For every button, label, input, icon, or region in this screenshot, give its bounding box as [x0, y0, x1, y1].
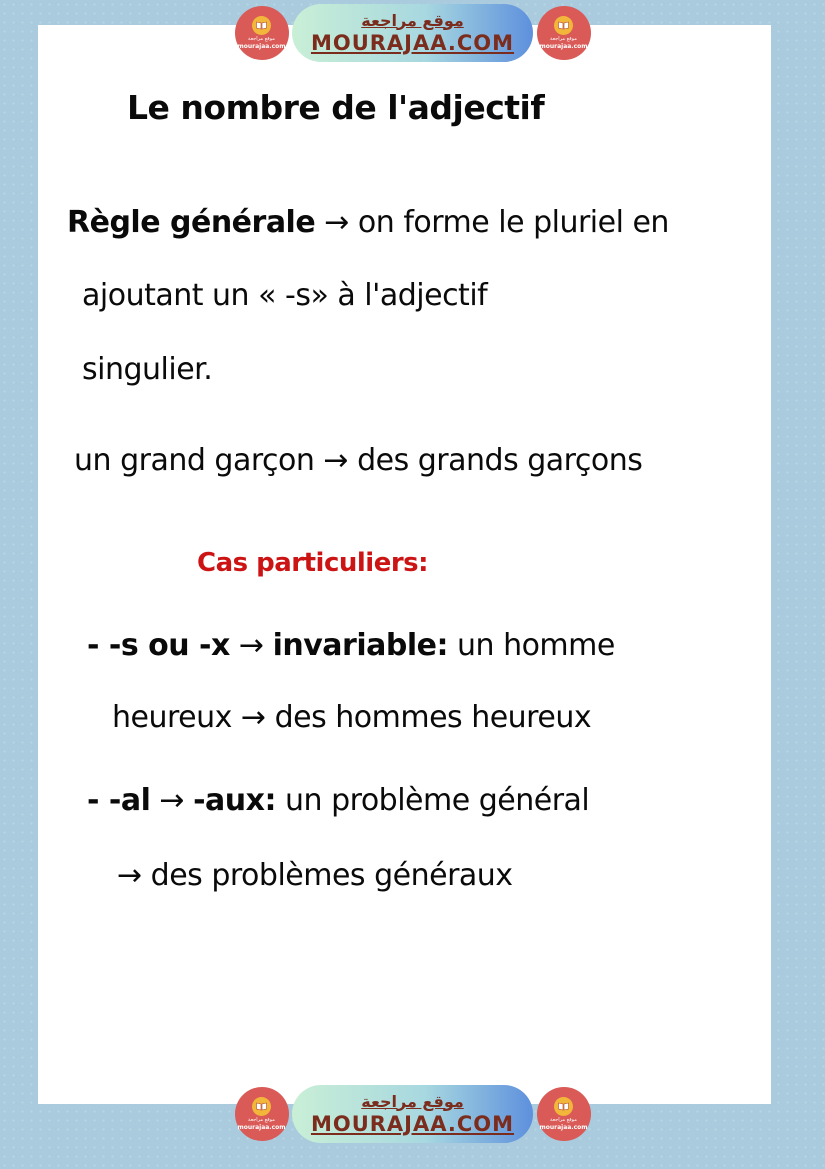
site-badge-right-top	[537, 6, 591, 60]
general-rule-label: Règle générale	[67, 205, 316, 240]
footer-banner	[235, 1085, 591, 1143]
site-badge-left-top	[235, 6, 289, 60]
badge-arabic-label: موقع مراجعة	[248, 36, 275, 42]
site-badge-right-bottom	[537, 1087, 591, 1141]
case1-line2: heureux → des hommes heureux	[112, 700, 592, 735]
case1-ending: - -s ou -x	[87, 628, 230, 663]
book-icon	[252, 1097, 271, 1116]
banner-arabic-text[interactable]: موقع مراجعة	[361, 1091, 464, 1111]
badge-site-label: mourajaa.com	[237, 43, 286, 50]
case1-example-start: un homme	[447, 628, 615, 663]
badge-site-label: mourajaa.com	[539, 1124, 588, 1131]
book-icon	[554, 16, 573, 35]
badge-site-label: mourajaa.com	[237, 1124, 286, 1131]
site-link-pill-bottom[interactable]	[292, 1085, 533, 1143]
book-icon	[554, 1097, 573, 1116]
general-rule-line1	[67, 205, 669, 240]
general-rule-text: → on forme le pluriel en	[315, 205, 669, 240]
banner-site-link[interactable]: MOURAJAA.COM	[310, 30, 515, 55]
badge-arabic-label: موقع مراجعة	[248, 1117, 275, 1123]
case2-line2: → des problèmes généraux	[117, 858, 513, 893]
case2-arrow: →	[150, 783, 194, 818]
general-rule-line2: ajoutant un « -s» à l'adjectif	[82, 278, 488, 313]
case1-line1	[87, 628, 615, 663]
header-banner	[235, 4, 591, 62]
case2-example-start: un problème général	[276, 783, 590, 818]
case2-line1	[87, 783, 589, 818]
general-rule-line3: singulier.	[82, 352, 213, 387]
case2-ending: - -al	[87, 783, 151, 818]
page-title: Le nombre de l'adjectif	[127, 88, 545, 127]
banner-site-link[interactable]: MOURAJAA.COM	[310, 1111, 515, 1136]
banner-arabic-text[interactable]: موقع مراجعة	[361, 10, 464, 30]
special-cases-heading: Cas particuliers:	[197, 548, 429, 578]
case2-result: -aux:	[193, 783, 276, 818]
site-badge-left-bottom	[235, 1087, 289, 1141]
badge-arabic-label: موقع مراجعة	[550, 1117, 577, 1123]
case1-result: invariable:	[272, 628, 448, 663]
book-icon	[252, 16, 271, 35]
case1-arrow: →	[229, 628, 273, 663]
badge-site-label: mourajaa.com	[539, 43, 588, 50]
example-grand-garcon: un grand garçon → des grands garçons	[74, 443, 643, 478]
site-link-pill-top[interactable]	[292, 4, 533, 62]
badge-arabic-label: موقع مراجعة	[550, 36, 577, 42]
